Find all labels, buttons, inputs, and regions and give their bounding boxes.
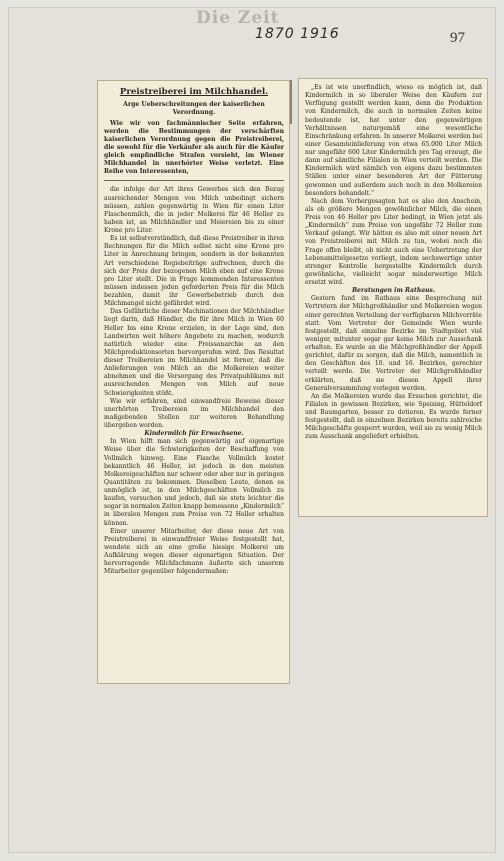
paragraph: Nach dem Vorhergesagten hat es also den Anschein, als ob größere Mengen gewöhnlicher Milch, die einen Preis von 46 Heller pro Liter bedingt, in Wien jetzt als „Kindermilch“ zum Preise von ungefähr 72 Heller zum Verkauf gelangt. Wir hätten es also mit einer neuen Art von Preistreiberei mit Milch zu tun, wobei noch die Frage offen bleibt, ob nicht auch eine Uebertretung der Lebensmittelgesetze vorliegt, indem sechswertige unter strenger Kontrolle hergestellte Kindermilch durch gewöhnliche, vielleicht sogar minderwertige Milch ersetzt wird. xyxy=(305,197,482,286)
paragraph: In Wien hilft man sich gegenwärtig auf eigenartige Weise über die Schwierigkeiten der Beschaffung von Vollmilch hinweg. Eine Flasche Vollmilch kostet bekanntlich 46 Heller, ist jedoch in den meisten Molkereigeschäften nur schwer oder aber nur in geringen Quantitäten zu bekommen. Dieselben Leute, denen es unmöglich ist, in den Milchgeschäften Vollmilch zu kaufen, versuchen und jedoch, daß sie stets leichter die sogar in normalen Zeiten knapp bemessene „Kindermilch“ in liberalen Mengen zum Preise von 72 Heller erhalten können. xyxy=(104,438,284,527)
page-number: 97 xyxy=(450,30,465,46)
handwritten-date: 1870 1916 xyxy=(255,26,340,42)
paragraph: Einer unserer Mitarbeiter, der diese neue Art von Preistreiberei in einwandfreier Weise festgestellt hat, wendete sich an eine große hiesige Molkerei um Aufklärung wegen dieser eigenartigen Situation. Der hervorragende Milchfachmann äußerte sich unserem Mitarbeiter gegenüber folgendermaßen: xyxy=(104,527,284,576)
section-heading: Kindermilch für Erwachsene. xyxy=(144,430,244,438)
article-subtitle: Arge Ueberschreitungen der kaiserlichen Verordnung. xyxy=(123,101,265,117)
divider-rule xyxy=(104,180,284,181)
newspaper-masthead: Die Zeit xyxy=(196,8,280,28)
paragraph: „Es ist wie unerfindlich, wieso es möglich ist, daß Kindermilch in so liberaler Weise den Käufern zur Verfügung gestellt werden kann, denn die Produktion von Kindermilch, die auch in normalen Zeiten keine bedeutende ist, hat unter den gegenwärtigen Verhältnissen naturgemäß eine wesentliche Einschränkung erfahren. In unserer Molkerei werden bei einer Gesamteinlieferung von etwa 65.000 Liter Milch nur ungefähr 600 Liter Kindermilch pro Tag erzeugt, die dann auf sämtliche Filialen in Wien verteilt werden. Die Kindermilch wird nämlich von eigens dazu bestimmten Ställen unter einer besonderen Art der Fütterung gewonnen und außerdem auch noch in den Molkereien besonders behandelt.“ xyxy=(305,84,482,197)
section-heading: Beratungen im Rathaus. xyxy=(351,287,436,295)
paragraph: die infolge der Art ihres Gewerbes sich den Bezug ausreichender Mengen von Milch unbedingt sichern müssen, zahlen gegenwärtig in Wien für einen Liter Flaschenmilch, die in jeder Molkerei für 46 Heller zu haben ist, an Milchhändler und Meiereien bis zu einer Krone pro Liter. xyxy=(104,186,284,235)
paragraph: Es ist selbstverständlich, daß diese Preistreiber in ihren Rechnungen für die Milch selbst nicht eine Krone pro Liter in Anrechnung bringen, sondern in der bekannten Art verschiedene Regiebeiträge aufrechnen, durch die sich der Preis der bezogenen Milch eben auf eine Krone pro Liter stellt. Die in Frage kommenden Interessenten müssen indessen jeden geforderten Preis für die Milch bezahlen, damit ihr Gewerbebetrieb durch den Milchmangel nicht gefährdet wird. xyxy=(104,235,284,308)
paragraph: Gestern fand im Rathaus eine Besprechung mit Vertretern der Milchgroßhändler und Molkereien wegen einer gerechten Verteilung der verfügbaren Milchvorräte statt. Vom Vertreter der Gemeinde Wien wurde festgestellt, daß einzelne Bezirke im Stadtgebiet viel weniger, mitunter sogar gar keine Milch zur Ausschank erhalten. Es wurde an die Milchgroßhändler der Appell gerichtet, dafür zu sorgen, daß die Milch, namentlich in den Geschäften des 10. und 16. Bezirkes, gerechter verteilt werde. Die Vertreter der Milchgroßhändler erklärten, daß sie diesen Appell ihrer Generalversammlung vorlegen werden. xyxy=(305,295,482,392)
clipping-left-column xyxy=(97,80,290,684)
article-lede: Wie wir von fachmännischer Seite erfahren, werden die Bestimmungen der verschärften kaiserlichen Verordnung gegen die Preistreiberei, die sowohl für die Verkäufer als auch für die Käufer gleich empfindliche Strafen vorsieht, im Wiener Milchhandel in unerhörter Weise verletzt. Eine Reihe von Interessenten, xyxy=(104,119,284,176)
clipping-right-column xyxy=(298,78,488,517)
paragraph: An die Molkereien wurde das Ersuchen gerichtet, die Filialen in gewissen Bezirken, wie Speising, Hütteldorf und Baumgarten, besser zu dotieren. Es wurde ferner festgestellt, daß in einzelnen Bezirken bereits zahlreiche Milchgeschäfte gesperrt wurden, weil sie zu wenig Milch zum Ausschank angeliefert erhielten. xyxy=(305,392,482,441)
article-title: Preistreiberei im Milchhandel. xyxy=(119,87,269,97)
paragraph: Wie wir erfahren, sind einwandfreie Beweise dieser unerhörten Treibereien im Milchhandel den maßgebenden Stellen zur weiteren Behandlung übergeben worden. xyxy=(104,397,284,430)
page-header xyxy=(0,0,504,60)
paragraph: Das Gefährliche dieser Machinationen der Milchhändler liegt darin, daß Händler, die für ihre Milch in Wien 60 Heller bis eine Krone erzielen, in der Lage sind, den Landwirten weit höhere Angebote zu machen, wodurch natürlich wieder eine Preissanarchie an den Milchproduktionsorten hervorgerufen wird. Das Resultat dieser Treibereien im Milchhandel ist ferner, daß die Anlieferungen von Milch an die Molkereien weiter abnehmen und die Versorgung des Privatpublikums mit ausreichenden Mengen von Milch auf neue Schwierigkeiten stößt. xyxy=(104,308,284,397)
